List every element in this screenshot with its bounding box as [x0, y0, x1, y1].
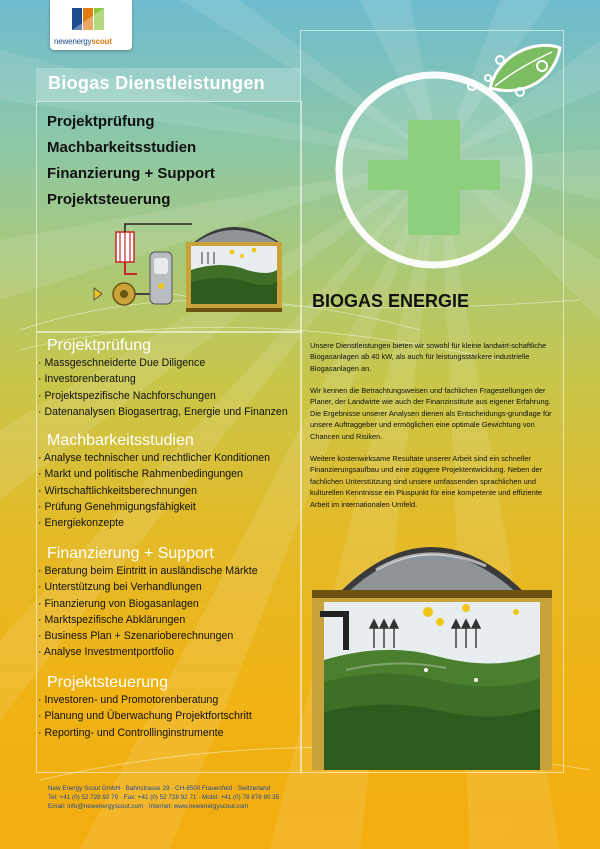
paragraph-intro: Unsere Dienstleistungen bieten wir sowohl für kleine landwirt-schaftliche Biogasanlagen ab 40 kW, als auch für leistungsstärkere industrielle Biogasanlagen an. [310, 341, 547, 373]
paragraph-experience: Wir kennen die Betrachtungsweisen und fachlichen Fragestellungen der Planer, der Landwirte wie auch der Finanzinstitute aus eigener Erfahrung. Die Ergebnisse unserer Analysen dienen als Entscheidungs-grundlage für unsere Auftraggeber und ermöglichen eine optimale Gewichtung von Chancen und Risiken. [310, 386, 552, 441]
service-item: Projektsteuerung [47, 191, 171, 208]
service-item: Projektprüfung [47, 113, 155, 130]
logo [50, 0, 132, 50]
section-heading-projektsteuerung: Projektsteuerung [47, 674, 168, 691]
service-item: Machbarkeitsstudien [47, 139, 197, 156]
list-item: · Planung und Überwachung Projektfortschritt [38, 708, 252, 724]
footer-address: New Energy Scout GmbH · Bahnstrasse 29 · CH-8500 Frauenfeld · Switzerland [48, 785, 271, 792]
list-item: · Investorenberatung [38, 371, 288, 387]
section-heading-projektpruefung: Projektprüfung [47, 337, 152, 354]
plus-circle-emblem [300, 40, 590, 280]
list-machbarkeitsstudien [38, 450, 270, 531]
list-finanzierung [38, 563, 258, 661]
list-item: · Marktspezifische Abklärungen [38, 612, 258, 628]
footer-contact [48, 784, 279, 812]
list-item: · Analyse technischer und rechtlicher Konditionen [38, 450, 270, 466]
digester-illustration [306, 530, 556, 770]
list-item: · Beratung beim Eintritt in ausländische Märkte [38, 563, 258, 579]
list-item: · Business Plan + Szenarioberechnungen [38, 628, 258, 644]
page-title: Biogas Dienstleistungen [48, 73, 265, 93]
list-item: · Massgeschneiderte Due Diligence [38, 355, 288, 371]
list-item: · Analyse Investmentportfolio [38, 644, 258, 660]
service-item: Finanzierung + Support [47, 165, 215, 182]
list-item: · Prüfung Genehmigungsfähigkeit [38, 499, 270, 515]
list-item: · Wirtschaftlichkeitsberechnungen [38, 483, 270, 499]
list-item: · Projektspezifische Nachforschungen [38, 388, 288, 404]
logo-flag-icon [50, 0, 132, 36]
footer-phone: Tel: +41 (0) 52 728 92 70 · Fax: +41 (0) 52 728 92 71 · Mobil: +41 (0) 78 878 80 35 [48, 794, 280, 802]
section-heading-machbarkeitsstudien: Machbarkeitsstudien [47, 432, 194, 449]
list-item: · Finanzierung von Biogasanlagen [38, 596, 258, 612]
list-projektpruefung [38, 355, 288, 420]
list-item: · Investoren- und Promotorenberatung [38, 692, 252, 708]
list-projektsteuerung [38, 692, 252, 741]
paragraph-results: Weitere kostenwirksame Resultate unserer Arbeit sind ein schneller Finanzierungsaufbau und eine zügigere Projektentwicklung. Neben der fachlichen Unterstützung sind unsere umfassenden sprachlichen und kulturellen Kenntnisse ein Pluspunkt für eine kompetente und effiziente Arbeit im internationalen Umfeld. [310, 454, 543, 509]
logo-text-part2: scout [91, 37, 112, 46]
biogas-plant-illustration [82, 212, 282, 322]
list-item: · Markt und politische Rahmenbedingungen [38, 466, 270, 482]
footer-email-web[interactable]: Email: info@newenergyscout.com · Internet: www.newenergyscout.com [48, 803, 249, 811]
list-item: · Unterstützung bei Verhandlungen [38, 579, 258, 595]
brand-title: BIOGAS ENERGIE [312, 291, 470, 311]
list-item: · Datenanalysen Biogasertrag, Energie und Finanzen [38, 404, 288, 420]
section-heading-finanzierung: Finanzierung + Support [47, 545, 214, 562]
list-item: · Reporting- und Controllinginstrumente [38, 725, 252, 741]
logo-text-part1: newenergy [54, 37, 92, 46]
list-item: · Energiekonzepte [38, 515, 270, 531]
